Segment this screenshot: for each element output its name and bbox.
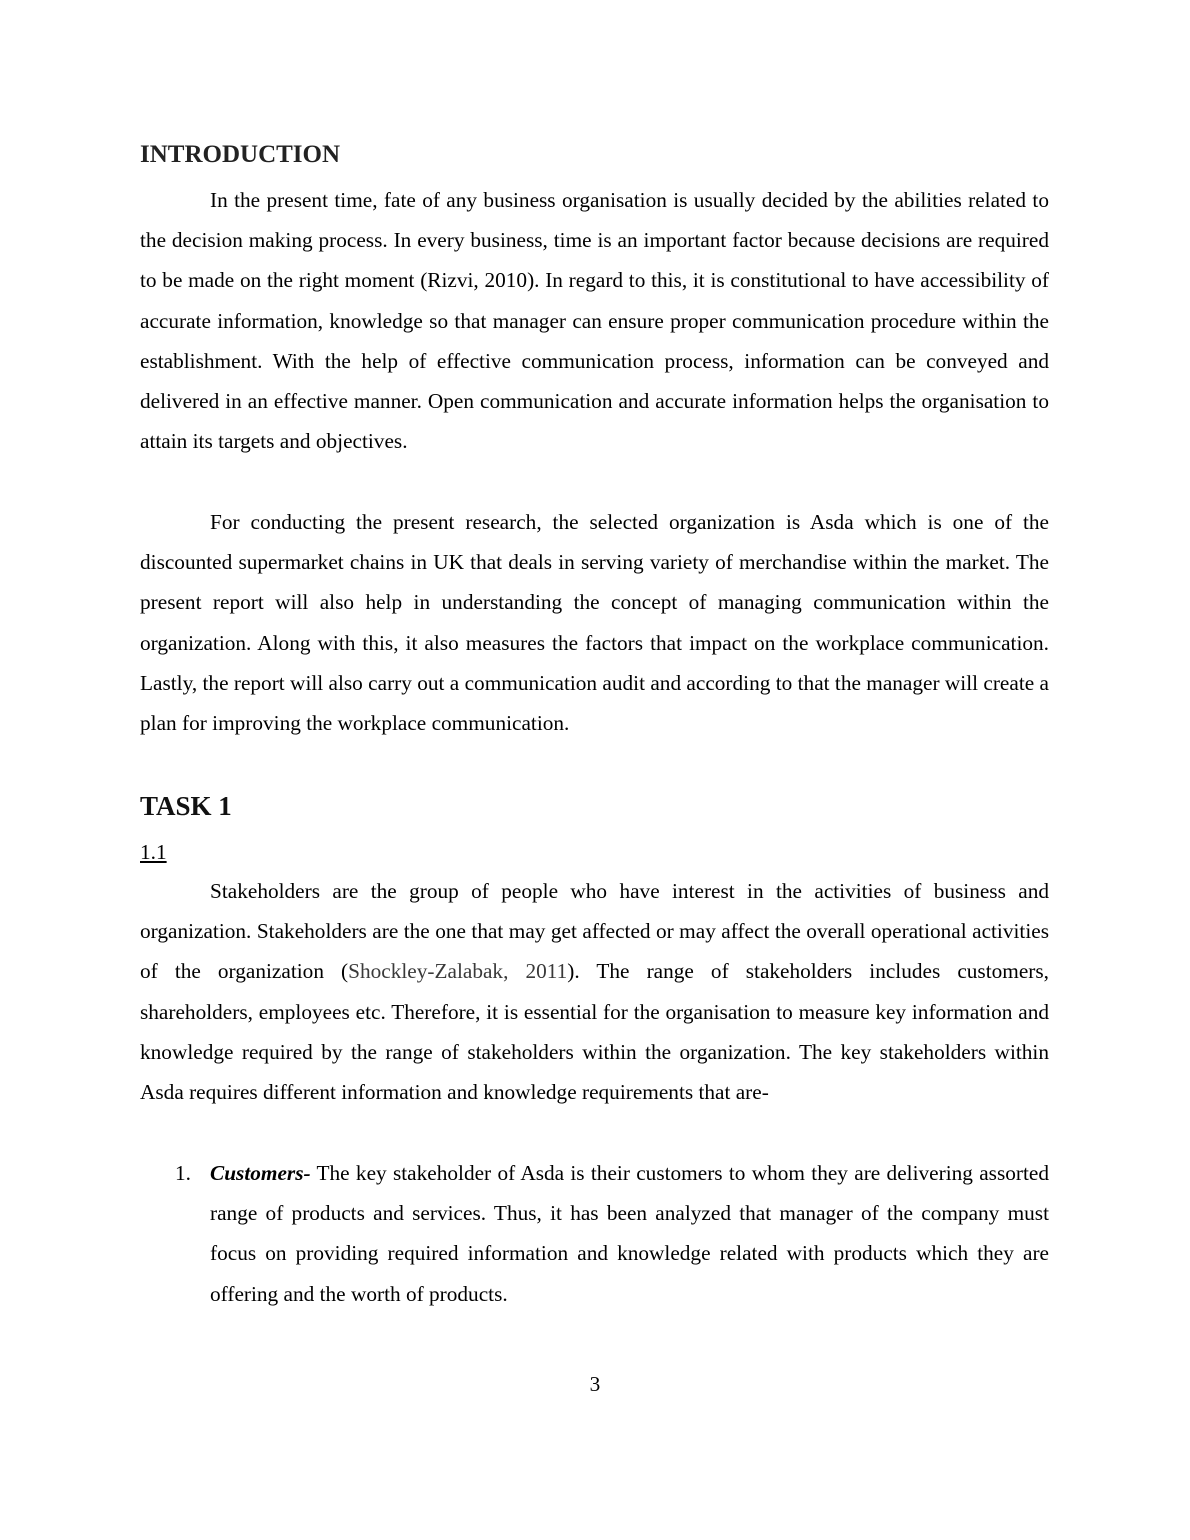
page-number: 3: [589, 1372, 601, 1396]
list-item-number: 1.: [175, 1161, 191, 1185]
introduction-paragraph-1: In the present time, fate of any business organisation is usually decided by the abilities related to the decision making process. In every business, time is an important factor because decisions are required to be made on the right moment (Rizvi, 2010). In regard to this, it is constitutional to have accessibility of accurate information, knowledge so that manager can ensure proper communication procedure within the establishment. With the help of effective communication process, information can be conveyed and delivered in an effective manner. Open communication and accurate information helps the organisation to attain its targets and objectives.: [140, 188, 1049, 454]
introduction-heading: INTRODUCTION: [140, 141, 341, 168]
stakeholders-text-start: Stakeholders are the group of people who have interest in the activities of business and organization. Stakeholders are the one that may get affected or may affect the overall operational activities of the organization (: [140, 879, 1049, 984]
introduction-paragraph-2: For conducting the present research, the selected organization is Asda which is one of the discounted supermarket chains in UK that deals in serving variety of merchandise within the market. The present report will also help in understanding the concept of managing communication within the organization. Along with this, it also measures the factors that impact on the workplace communication. Lastly, the report will also carry out a communication audit and according to that the manager will create a plan for improving the workplace communication.: [140, 510, 1049, 736]
citation: Shockley-Zalabak, 2011: [348, 959, 568, 984]
stakeholders-text-end: ). The range of stakeholders includes customers, shareholders, employees etc. Therefore, it is essential for the organisation to measure key information and knowledge required by the range of stakeholders within the organization. The key stakeholders within Asda requires different information and knowledge requirements that are-: [140, 959, 1049, 1105]
stakeholders-paragraph: [140, 871, 1049, 1112]
list-item: [175, 1153, 1049, 1314]
section-1-1-heading: 1.1: [140, 840, 167, 864]
task-1-heading: TASK 1: [140, 791, 232, 821]
list-item-term: Customers-: [210, 1161, 311, 1185]
list-item-text: The key stakeholder of Asda is their customers to whom they are delivering assorted range of products and services. Thus, it has been analyzed that manager of the company must focus on providing required information and knowledge related with products which they are offering and the worth of products.: [210, 1161, 1049, 1306]
